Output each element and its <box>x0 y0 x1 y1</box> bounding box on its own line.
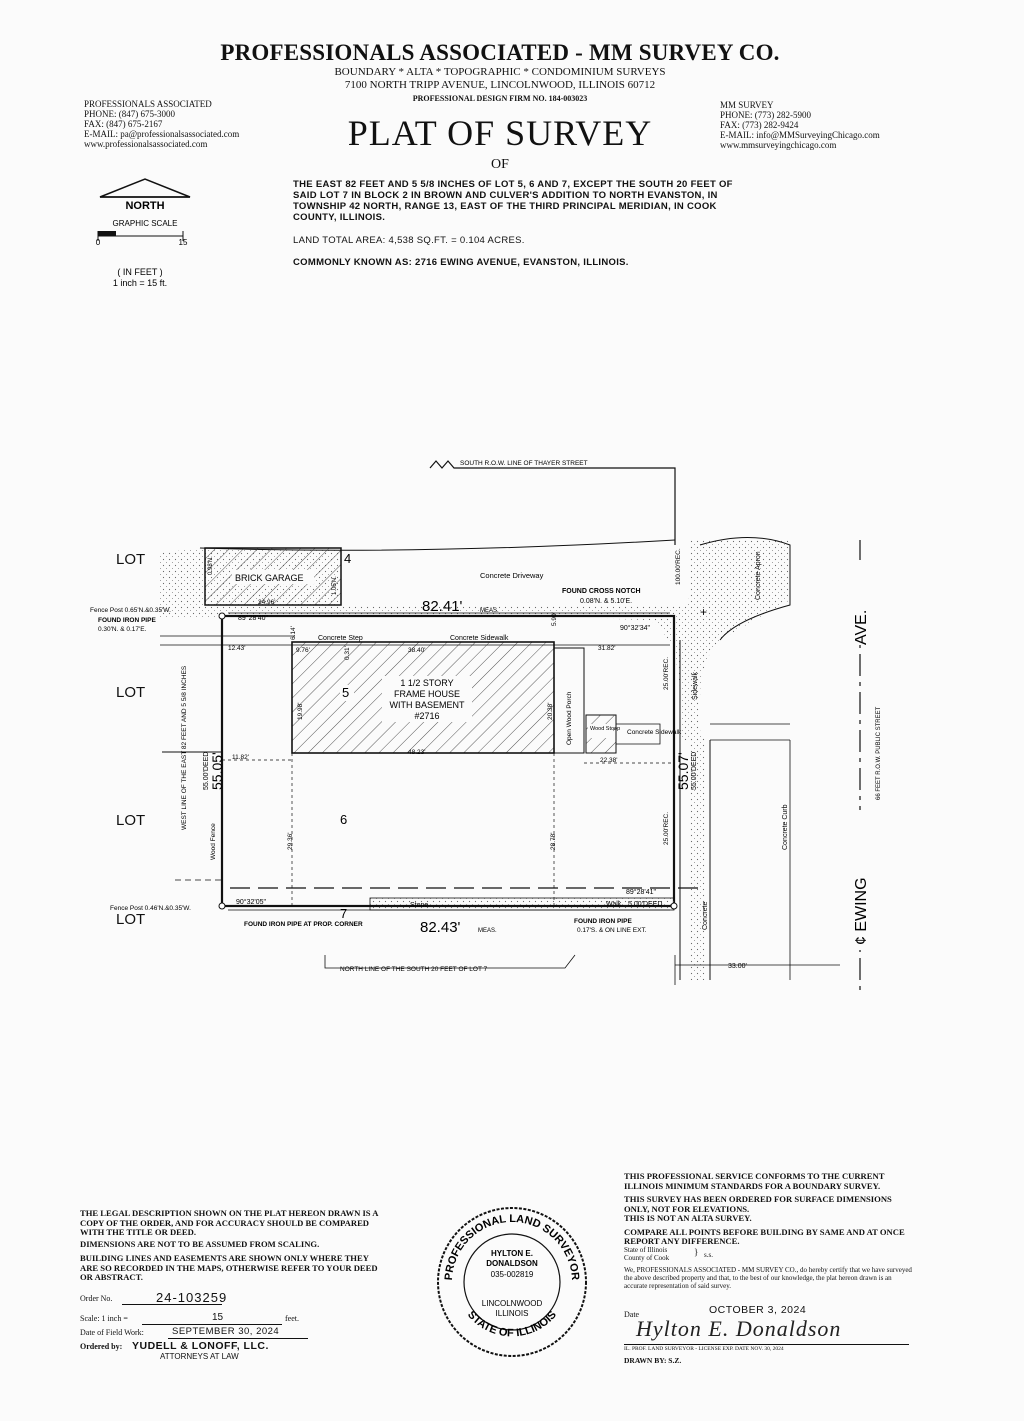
iron-pipe-corner: FOUND IRON PIPE AT PROP. CORNER <box>244 921 363 928</box>
contact-right-phone: PHONE: (773) 282-5900 <box>720 110 811 120</box>
north-label: NORTH <box>125 200 165 212</box>
lot-label-7: LOT <box>116 911 146 928</box>
contact-right-email: E-MAIL: info@MMSurveyingChicago.com <box>720 130 880 140</box>
surveyor-signature: Hylton E. Donaldson <box>636 1316 842 1341</box>
row-line-thayer-label: SOUTH R.O.W. LINE OF THAYER STREET <box>460 460 588 467</box>
east-meas: 55.07' <box>675 752 691 790</box>
rec-25b-label: 25.00'REC. <box>663 811 670 845</box>
lot5-number: 5 <box>342 685 350 700</box>
cert-date: OCTOBER 3, 2024 <box>709 1304 807 1316</box>
concrete-apron-label: Concrete Apron <box>755 551 762 600</box>
contact-left-fax: FAX: (847) 675-2167 <box>84 119 163 129</box>
rec-100-label: 100.00'REC. <box>675 548 682 585</box>
order-label: Order No. <box>80 1294 113 1303</box>
dim-38-40: 38.40' <box>408 647 426 654</box>
cross-notch-icon: + <box>700 605 708 619</box>
firm-address: 7100 NORTH TRIPP AVENUE, LINCOLNWOOD, ILLINOIS 60712 <box>344 79 656 91</box>
row-width-label: 33.00' <box>728 963 747 970</box>
cert-not-alta: THIS IS NOT AN ALTA SURVEY. <box>624 1213 752 1223</box>
fence-post-bottom: Fence Post 0.46'N.&0.35'W. <box>110 905 191 912</box>
small-sidewalk-label: Concrete Sidewalk <box>627 729 682 736</box>
cert-state: State of Illinois <box>624 1246 668 1254</box>
note-building-lines: BUILDING LINES AND EASEMENTS ARE SHOWN ONLY WHERE THEY ARE SO RECORDED IN THE MAPS, OTHERWISE REFER TO YOUR DEED OR ABSTRACT. <box>80 1253 378 1282</box>
west-line-note: WEST LINE OF THE EAST 82 FEET AND 5 5/8 INCHES <box>181 665 188 830</box>
brace-icon: } <box>694 1247 699 1257</box>
concrete-curb-label: Concrete Curb <box>782 804 789 850</box>
dim-6-14: 6.14' <box>290 626 297 640</box>
dim-1-05: 1.05'N. <box>332 576 338 595</box>
lot-label-4: LOT <box>116 551 146 568</box>
page-title: PLAT OF SURVEY <box>347 113 653 153</box>
dim-5-90: 5.90' <box>551 612 558 626</box>
scale-unit: feet. <box>285 1314 299 1323</box>
north-meas: 82.41' <box>422 598 463 615</box>
contact-left-phone: PHONE: (847) 675-3000 <box>84 109 175 119</box>
scale-zero: 0 <box>95 238 101 247</box>
angle-nw: 89°28'40" <box>238 615 268 622</box>
east-deed: 55.00'DEED <box>691 751 698 790</box>
concrete-sidewalk-label: Concrete Sidewalk <box>450 635 509 642</box>
contact-left-name: PROFESSIONALS ASSOCIATED <box>84 99 212 109</box>
commonly-known-as: COMMONLY KNOWN AS: 2716 EWING AVENUE, EVANSTON, ILLINOIS. <box>293 257 629 268</box>
dim-31-82: 31.82' <box>598 645 616 652</box>
signature-line <box>624 1344 909 1345</box>
dim-20-38: 20.38' <box>547 702 554 720</box>
order-number: 24-103259 <box>156 1290 228 1305</box>
cert-standards: THIS PROFESSIONAL SERVICE CONFORMS TO THE CURRENT ILLINOIS MINIMUM STANDARDS FOR A BOUNDARY SURVEY. <box>624 1171 885 1191</box>
dim-28-78: 28.78' <box>550 832 557 850</box>
legal-description: THE EAST 82 FEET AND 5 5/8 INCHES OF LOT 5, 6 AND 7, EXCEPT THE SOUTH 20 FEET OF SAID LOT 7 IN BLOCK 2 IN BROWN AND CULVER'S ADDITION TO NORTH EVANSTON, IN TOWNSHIP 42 NORTH, RANGE 13, EAST OF THE THIRD PRINCIPAL MERIDIAN, IN COOK COUNTY, ILLINOIS. <box>293 179 733 223</box>
fieldwork-label: Date of Field Work: <box>80 1328 144 1337</box>
cross-notch-label: FOUND CROSS NOTCH <box>562 588 641 595</box>
dim-12-43: 12.43' <box>228 645 246 652</box>
graphic-scale-label: GRAPHIC SCALE <box>112 219 178 228</box>
design-firm-number: PROFESSIONAL DESIGN FIRM NO. 184-003023 <box>412 94 588 103</box>
cross-notch-offset: 0.08'N. & 5.10'E. <box>580 598 633 605</box>
house-label-3: WITH BASEMENT <box>389 700 465 710</box>
west-deed: 55.00'DEED <box>203 751 210 790</box>
cert-ss: s.s. <box>704 1251 713 1259</box>
ordered-by: YUDELL & LONOFF, LLC. <box>132 1340 269 1352</box>
cert-county: County of Cook <box>624 1254 670 1262</box>
firm-title: PROFESSIONALS ASSOCIATED - MM SURVEY CO. <box>220 40 780 65</box>
fieldwork-underline <box>168 1338 308 1339</box>
south-meas: 82.43' <box>420 919 461 936</box>
concrete-driveway-label: Concrete Driveway <box>480 571 544 580</box>
scale-fifteen: 15 <box>178 238 188 247</box>
scale-underline <box>142 1324 282 1325</box>
iron-pipe-top-offset: 0.30'N. & 0.17'E. <box>98 626 147 633</box>
walk-label: Walk <box>606 901 622 908</box>
dim-22-38: 22.38' <box>600 757 618 764</box>
dim-19-98: 19.98' <box>297 702 304 720</box>
ordered-by-2: ATTORNEYS AT LAW <box>160 1352 239 1361</box>
lot-label-5: LOT <box>116 684 146 701</box>
south-meas-unit: MEAS. <box>478 928 497 934</box>
scale-label: Scale: 1 inch = <box>80 1314 128 1323</box>
drawn-by: DRAWN BY: S.Z. <box>624 1356 682 1365</box>
cert-date-label: Date <box>624 1310 640 1319</box>
seal-number: 035-002819 <box>490 1270 534 1279</box>
iron-pipe-top: FOUND IRON PIPE <box>98 617 156 624</box>
ordered-label: Ordered by: <box>80 1342 123 1351</box>
cert-block <box>624 1172 914 1247</box>
rec-25a-label: 25.00'REC. <box>663 656 670 690</box>
iron-pipe-se-icon <box>671 903 677 909</box>
cert-statement-block <box>624 1246 914 1290</box>
house-label-4: #2716 <box>414 711 440 721</box>
seal-name-1: HYLTON E. <box>491 1249 533 1258</box>
inch-equals-label: 1 inch = 15 ft. <box>112 278 168 288</box>
seal-top-arc-text: PROFESSIONAL LAND SURVEYOR <box>442 1212 582 1281</box>
notes-block <box>80 1209 380 1283</box>
lot6-number: 6 <box>340 812 348 827</box>
angle-ne: 90°32'34" <box>620 625 650 632</box>
dim-24-96: 24.96' <box>258 599 276 606</box>
south20-label: NORTH LINE OF THE SOUTH 20 FEET OF LOT 7 <box>340 966 488 973</box>
order-underline <box>122 1304 222 1305</box>
fence-post-top: Fence Post 0.65'N.&0.35'W. <box>90 607 171 614</box>
scale-value: 15 <box>212 1312 224 1323</box>
west-meas: 55.05' <box>209 752 225 790</box>
wood-stoop-label: Wood Stoop <box>590 726 621 732</box>
angle-sw: 90°32'05" <box>236 899 266 906</box>
garage-label: BRICK GARAGE <box>235 573 304 583</box>
order-block <box>80 1290 380 1362</box>
note-dims: DIMENSIONS ARE NOT TO BE ASSUMED FROM SCALING. <box>80 1238 320 1249</box>
seal-state: ILLINOIS <box>495 1309 529 1318</box>
concrete-label: Concrete <box>702 901 709 930</box>
contact-left-email: E-MAIL: pa@professionalsassociated.com <box>84 129 240 139</box>
street-name-label: ¢ EWING <box>853 877 870 945</box>
lot4-number: 4 <box>344 551 352 566</box>
dim-11-82: 11.82' <box>232 754 250 761</box>
fieldwork-date: SEPTEMBER 30, 2024 <box>172 1326 280 1337</box>
of-label: OF <box>491 157 509 172</box>
dim-29-36: 29.36' <box>287 832 294 850</box>
note-legal-copy: THE LEGAL DESCRIPTION SHOWN ON THE PLAT HEREON DRAWN IS A COPY OF THE ORDER, AND FOR ACCURACY SHOULD BE COMPARED WITH THE TITLE OR DEED. <box>80 1208 378 1237</box>
seal-city: LINCOLNWOOD <box>481 1299 543 1308</box>
contact-right-name: MM SURVEY <box>720 100 774 110</box>
iron-pipe-nw-icon <box>219 613 225 619</box>
contact-right-fax: FAX: (773) 282-9424 <box>720 120 799 130</box>
row-line-thayer <box>430 461 675 545</box>
surveyor-line: IL. PROF. LAND SURVEYOR - LICENSE EXP. DATE NOV. 30, 2024 <box>624 1346 784 1352</box>
iron-pipe-se-offset: 0.17'S. & ON LINE EXT. <box>577 927 647 934</box>
wood-fence-label: Wood Fence <box>210 823 217 860</box>
public-street-label: 66 FEET R.O.W. PUBLIC STREET <box>876 706 882 800</box>
dim-0-98: 0.98'N. <box>208 556 214 575</box>
sidewalk-label: Sidewalk <box>692 671 699 700</box>
street-ave-label: AVE. <box>853 609 870 645</box>
dim-0-31: 0.31' <box>344 646 351 660</box>
north-meas-unit: MEAS. <box>480 608 499 614</box>
surveyor-seal <box>434 1204 590 1360</box>
open-porch-label: Open Wood Porch <box>566 691 573 745</box>
seal-name-2: DONALDSON <box>486 1259 538 1268</box>
contact-right-web: www.mmsurveyingchicago.com <box>720 140 837 150</box>
house-label-1: 1 1/2 STORY <box>400 678 454 688</box>
cert-compare: COMPARE ALL POINTS BEFORE BUILDING BY SAME AND AT ONCE REPORT ANY DIFFERENCE. <box>624 1226 905 1246</box>
in-feet-label: ( IN FEET ) <box>117 267 163 277</box>
iron-pipe-se: FOUND IRON PIPE <box>574 918 632 925</box>
services-line: BOUNDARY * ALTA * TOPOGRAPHIC * CONDOMINIUM SURVEYS <box>334 66 666 78</box>
stone-label: Stone <box>410 902 429 909</box>
iron-pipe-sw-icon <box>219 903 225 909</box>
land-area: LAND TOTAL AREA: 4,538 SQ.FT. = 0.104 ACRES. <box>293 235 525 246</box>
house-label-2: FRAME HOUSE <box>393 689 461 699</box>
deed-5-label: 5.00'DEED <box>628 901 663 908</box>
cert-certify: We, PROFESSIONALS ASSOCIATED - MM SURVEY CO., do hereby certify that we have surveyed the above described property and that, to the best of our knowledge, the plat hereon drawn is an accurate representation of said survey. <box>624 1266 912 1290</box>
dim-48-23: 48.23' <box>408 749 426 756</box>
concrete-step-label: Concrete Step <box>318 635 363 642</box>
cert-ordered-for: THIS SURVEY HAS BEEN ORDERED FOR SURFACE DIMENSIONS ONLY, NOT FOR ELEVATIONS. <box>624 1194 892 1214</box>
contact-left-web: www.professionalsassociated.com <box>84 139 208 149</box>
seal-bottom-arc-text: STATE OF ILLINOIS <box>465 1308 559 1340</box>
dim-9-76: 9.76' <box>296 647 310 654</box>
angle-se: 89°28'41" <box>626 889 656 896</box>
lot7-number: 7 <box>340 906 348 921</box>
lot-label-6: LOT <box>116 812 146 829</box>
